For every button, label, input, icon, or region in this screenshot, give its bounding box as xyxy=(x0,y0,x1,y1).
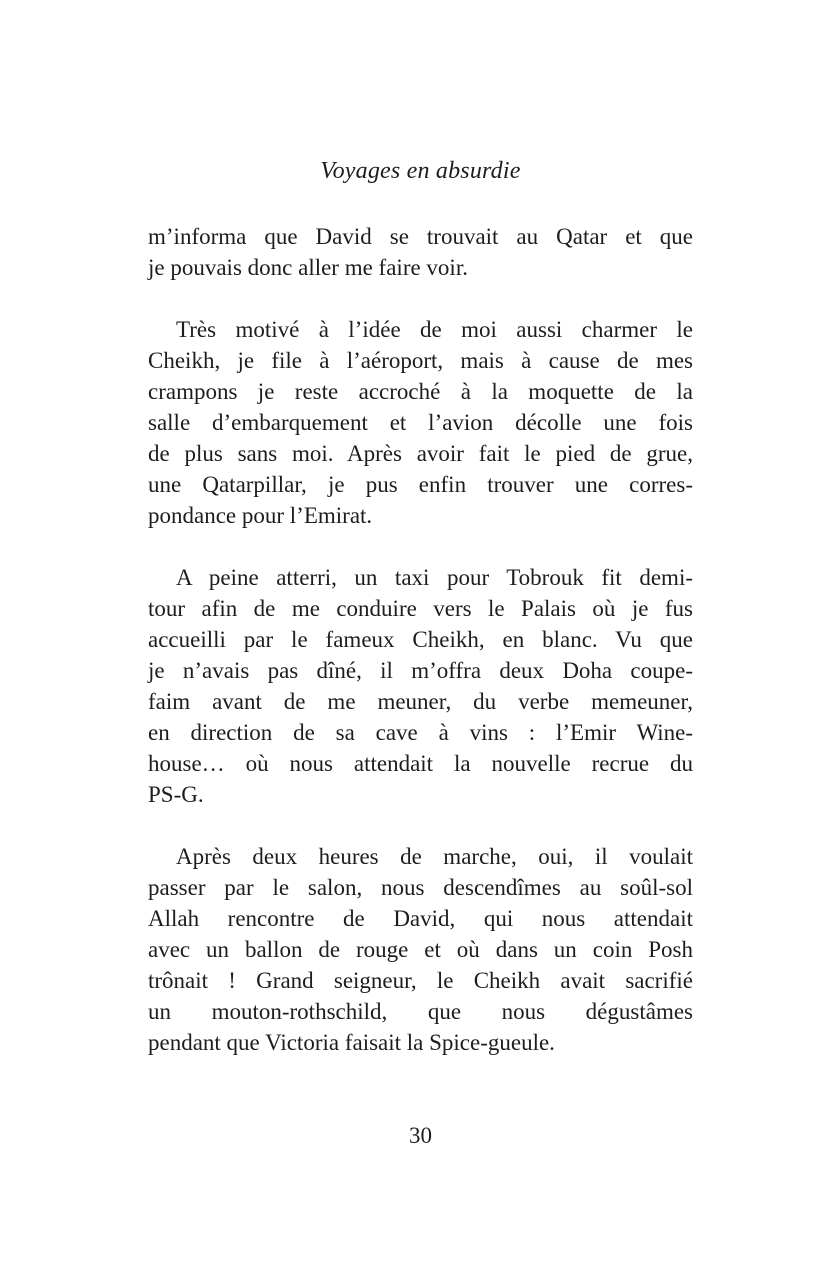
text-line: salle d’embarquement et l’avion décolle une fois xyxy=(148,410,693,435)
paragraph xyxy=(148,562,693,810)
text-line: accueilli par le fameux Cheikh, en blanc. Vu que xyxy=(148,627,693,652)
text-line: Allah rencontre de David, qui nous attendait xyxy=(148,906,693,931)
text-line: pendant que Victoria faisait la Spice-gueule. xyxy=(148,1030,555,1055)
text-line: de plus sans moi. Après avoir fait le pied de grue, xyxy=(148,441,693,466)
text-line: passer par le salon, nous descendîmes au soûl-sol xyxy=(148,875,693,900)
text-line: je n’avais pas dîné, il m’offra deux Doha coupe- xyxy=(148,658,693,683)
page-number: 30 xyxy=(409,1123,432,1148)
paragraph xyxy=(148,314,693,531)
text-line: je pouvais donc aller me faire voir. xyxy=(148,255,468,280)
paragraph xyxy=(148,221,693,283)
text-line: en direction de sa cave à vins : l’Emir Wine- xyxy=(148,720,693,745)
text-line: crampons je reste accroché à la moquette de la xyxy=(148,379,693,404)
paragraph xyxy=(148,841,693,1058)
text-line: A peine atterri, un taxi pour Tobrouk fit demi- xyxy=(176,565,693,590)
text-line: m’informa que David se trouvait au Qatar et que xyxy=(148,224,693,249)
text-line: PS-G. xyxy=(148,782,204,807)
text-line: Très motivé à l’idée de moi aussi charmer le xyxy=(176,317,693,342)
text-line: une Qatarpillar, je pus enfin trouver une corres- xyxy=(148,472,693,497)
text-line: house… où nous attendait la nouvelle recrue du xyxy=(148,751,693,776)
text-line: avec un ballon de rouge et où dans un coin Posh xyxy=(148,937,693,962)
text-line: Cheikh, je file à l’aéroport, mais à cause de mes xyxy=(148,348,693,373)
text-line: un mouton-rothschild, que nous dégustâmes xyxy=(148,999,693,1024)
text-line: tour afin de me conduire vers le Palais où je fus xyxy=(148,596,693,621)
text-block xyxy=(148,156,693,1089)
text-line: pondance pour l’Emirat. xyxy=(148,503,373,528)
text-line: Après deux heures de marche, oui, il voulait xyxy=(176,844,693,869)
running-head: Voyages en absurdie xyxy=(320,158,521,184)
text-line: trônait ! Grand seigneur, le Cheikh avait sacrifié xyxy=(148,968,693,993)
text-line: faim avant de me meuner, du verbe memeuner, xyxy=(148,689,693,714)
text-body xyxy=(148,221,693,1058)
